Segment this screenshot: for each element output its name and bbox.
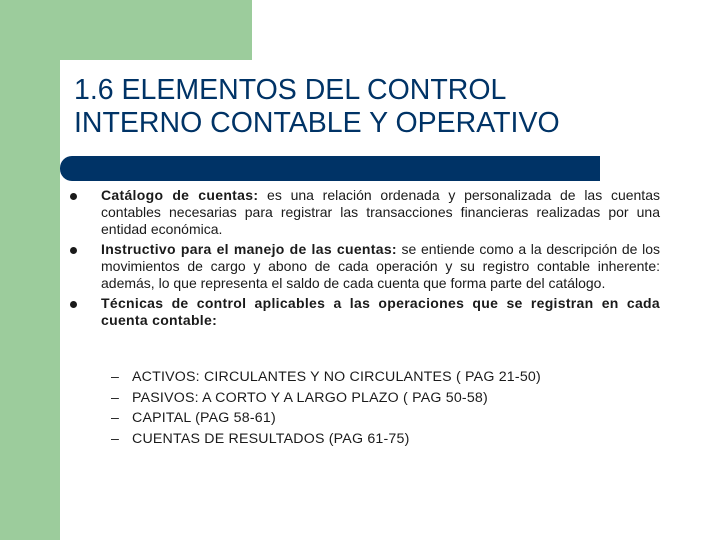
sub-item-activos: [105, 367, 665, 388]
dash-icon: –: [111, 410, 120, 426]
sub-item-label: PASIVOS: A CORTO Y A LARGO PLAZO ( PAG 50-58): [132, 389, 488, 406]
bullet-text: es una relación ordenada y personalizada de las cuentas contables necesarias para registrar las transacciones financieras realizadas por una entidad económica.: [101, 187, 660, 237]
bullet-text: se entiende como a la descripción de los movimientos de cargo y abono de cada operación y su registro contable inherente: además, lo que representa el saldo de cada cuenta que forma parte del catálogo.: [101, 241, 660, 291]
slide-title-line-2: INTERNO CONTABLE Y OPERATIVO: [74, 107, 560, 139]
sub-item-label: CAPITAL (PAG 58-61): [132, 410, 276, 426]
sub-item-capital: [105, 408, 665, 429]
title-divider-bar: [60, 156, 600, 181]
sub-item-label: ACTIVOS: CIRCULANTES Y NO CIRCULANTES ( PAG 21-50): [132, 369, 541, 385]
bullet-item-catalogo: [70, 187, 660, 238]
dash-icon: –: [111, 369, 120, 385]
slide-title-line-1: 1.6 ELEMENTOS DEL CONTROL: [74, 74, 507, 106]
sub-item-pasivos: [105, 388, 665, 409]
bullet-item-tecnicas: [70, 295, 660, 329]
bullet-term: Técnicas de control aplicables a las operaciones que se registran en cada cuenta contable:: [101, 295, 660, 328]
dash-icon: –: [111, 430, 120, 447]
sub-item-resultados: [105, 429, 665, 450]
bullet-term: Instructivo para el manejo de las cuentas:: [101, 241, 397, 257]
sub-item-list: [105, 367, 665, 449]
bullet-item-instructivo: [70, 241, 660, 292]
bullet-term: Catálogo de cuentas:: [101, 187, 259, 203]
bullet-dot-icon: [70, 247, 77, 254]
decorative-green-bar-left: [0, 0, 60, 540]
bullet-dot-icon: [70, 301, 77, 308]
sub-item-label: CUENTAS DE RESULTADOS (PAG 61-75): [132, 430, 410, 447]
bullet-dot-icon: [70, 193, 77, 200]
bullet-list: [70, 187, 660, 332]
dash-icon: –: [111, 389, 120, 406]
slide-title: [74, 74, 694, 140]
